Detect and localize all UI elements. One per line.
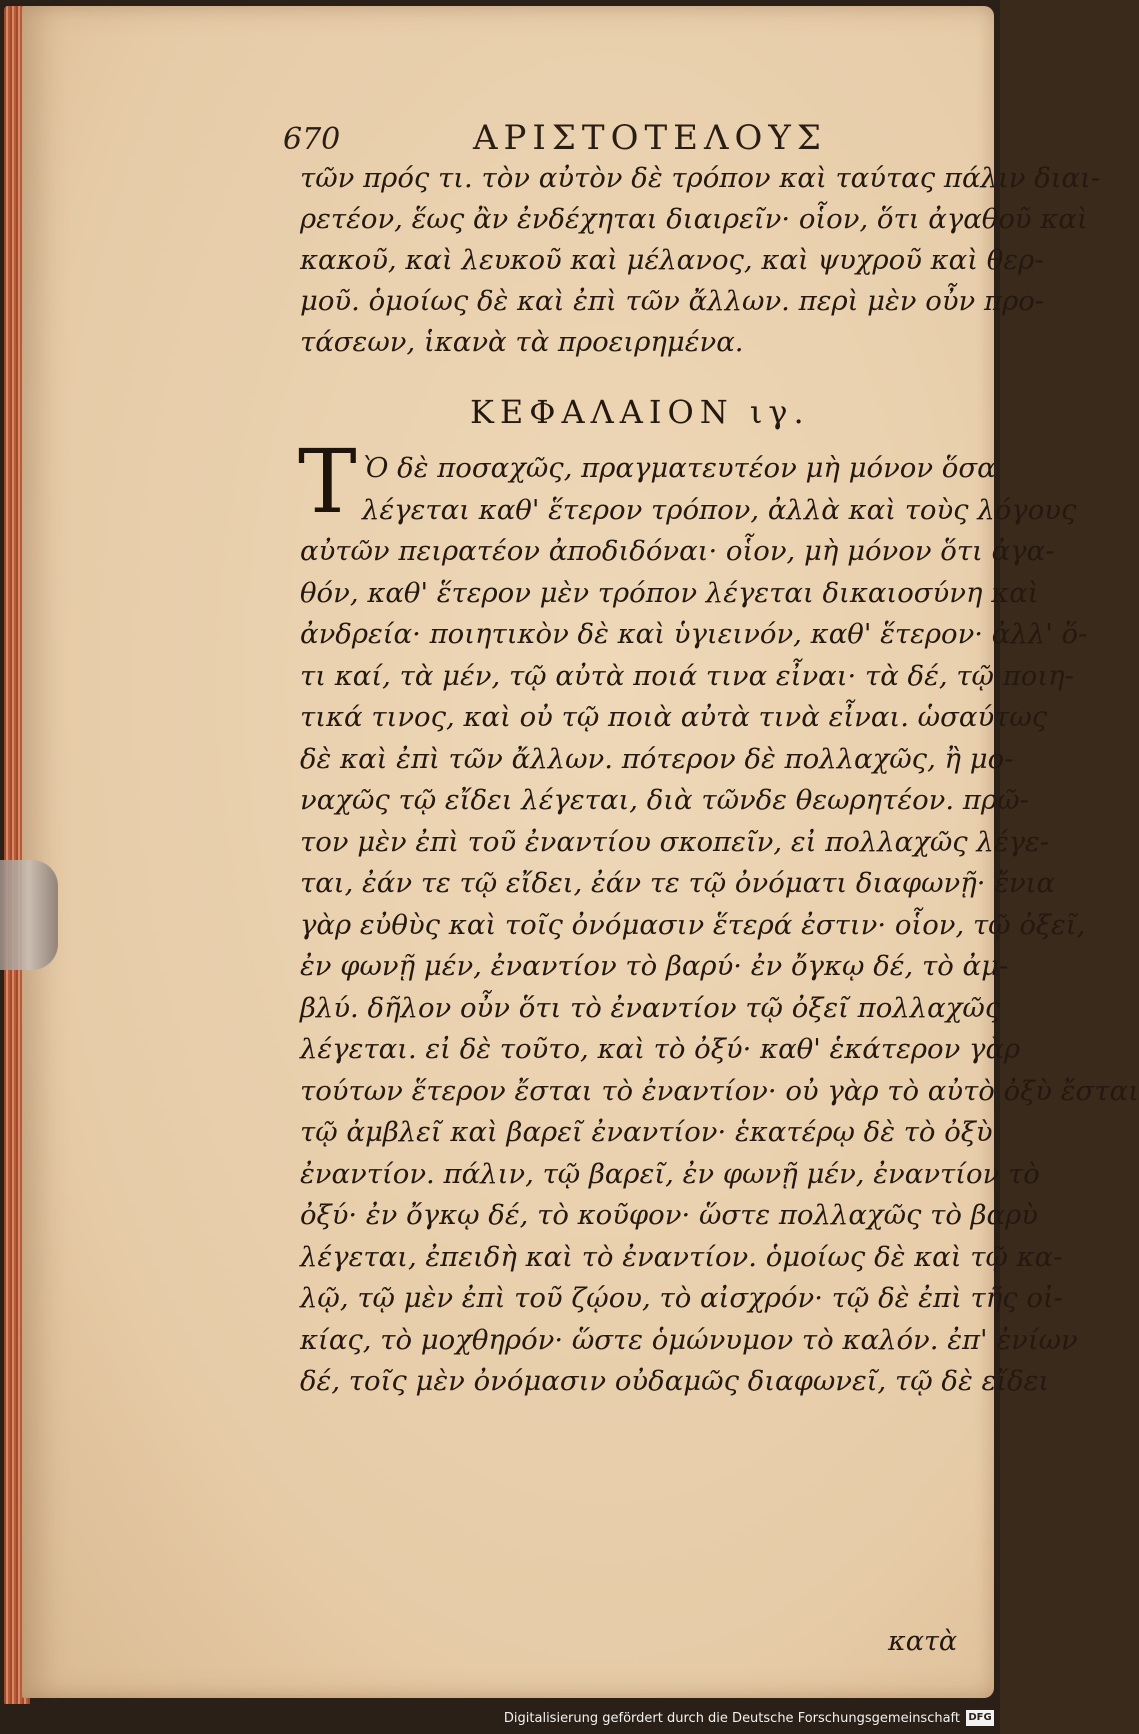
digitization-footer (0, 1704, 1000, 1734)
top-paragraph (300, 158, 1101, 363)
text-line: λῷ, τῷ μὲν ἐπὶ τοῦ ζῴου, τὸ αἰσχρόν· τῷ δὲ ἐπὶ τῆς οἰ- (300, 1282, 1063, 1314)
text-line: τάσεων, ἱκανὰ τὰ προειρημένα. (300, 326, 744, 358)
running-title: ΑΡΙΣΤΟΤΕΛΟΥΣ (473, 118, 827, 158)
footer-credit: Digitalisierung gefördert durch die Deutsche Forschungsgemeinschaft (503, 1711, 960, 1726)
main-paragraph (300, 448, 1139, 1403)
text-line: τούτων ἕτερον ἔσται τὸ ἐναντίον· οὐ γὰρ τὸ αὐτὸ ὀξὺ ἔσται (300, 1074, 1139, 1107)
text-line: λέγεται, ἐπειδὴ καὶ τὸ ἐναντίον. ὁμοίως δὲ καὶ τῷ κα- (300, 1240, 1063, 1273)
text-line: ἀνδρεία· ποιητικὸν δὲ καὶ ὑγιεινόν, καθ' ἕτερον· ἀλλ' ὅ- (300, 618, 1088, 650)
text-line: τικά τινος, καὶ οὐ τῷ ποιὰ αὐτὰ τινὰ εἶναι. ὡσαύτως (300, 701, 1048, 733)
text-line: γὰρ εὐθὺς καὶ τοῖς ὀνόμασιν ἕτερά ἐστιν· οἷον, τῷ ὀξεῖ, (300, 908, 1086, 941)
text-line: λέγεται καθ' ἕτερον τρόπον, ἀλλὰ καὶ τοὺς λόγους (362, 493, 1077, 526)
text-line: ἐν φωνῇ μέν, ἐναντίον τὸ βαρύ· ἐν ὄγκῳ δέ, τὸ ἀμ- (300, 950, 1009, 982)
text-line: κίας, τὸ μοχθηρόν· ὥστε ὁμώνυμον τὸ καλόν. ἐπ' ἐνίων (300, 1323, 1078, 1356)
text-line: τι καί, τὰ μέν, τῷ αὐτὰ ποιά τινα εἶναι· τὰ δέ, τῷ ποιη- (300, 659, 1074, 692)
page-clip (0, 860, 58, 970)
text-line: Ὸ δὲ ποσαχῶς, πραγματευτέον μὴ μόνον ὅσα (362, 452, 996, 484)
text-line: δὲ καὶ ἐπὶ τῶν ἄλλων. πότερον δὲ πολλαχῶς, ἢ μο- (300, 742, 1014, 775)
catchword: κατὰ (888, 1626, 958, 1657)
text-line: κακοῦ, καὶ λευκοῦ καὶ μέλανος, καὶ ψυχροῦ καὶ θερ- (300, 244, 1044, 276)
chapter-heading: ΚΕΦΑΛΑΙΟΝ ιγ. (470, 393, 810, 431)
dfg-logo-icon: DFG (966, 1710, 994, 1726)
text-line: ναχῶς τῷ εἴδει λέγεται, διὰ τῶνδε θεωρητέον. πρῶ- (300, 784, 1029, 816)
text-line: θόν, καθ' ἕτερον μὲν τρόπον λέγεται δικαιοσύνη καὶ (300, 576, 1039, 609)
text-line: ρετέον, ἕως ἂν ἐνδέχηται διαιρεῖν· οἷον, ὅτι ἀγαθοῦ καὶ (300, 203, 1088, 235)
text-line: μοῦ. ὁμοίως δὲ καὶ ἐπὶ τῶν ἄλλων. περὶ μὲν οὖν προ- (300, 285, 1045, 317)
text-line: βλύ. δῆλον οὖν ὅτι τὸ ἐναντίον τῷ ὀξεῖ πολλαχῶς (300, 991, 1001, 1024)
drop-cap: Τ (298, 430, 357, 533)
page-header (283, 118, 963, 158)
text-line: ἐναντίον. πάλιν, τῷ βαρεῖ, ἐν φωνῇ μέν, ἐναντίον τὸ (300, 1157, 1040, 1190)
text-line: τῷ ἀμβλεῖ καὶ βαρεῖ ἐναντίον· ἑκατέρῳ δὲ τὸ ὀξὺ (300, 1116, 993, 1148)
text-line: λέγεται. εἰ δὲ τοῦτο, καὶ τὸ ὀξύ· καθ' ἑκάτερον γὰρ (300, 1033, 1021, 1065)
text-line: δέ, τοῖς μὲν ὀνόμασιν οὐδαμῶς διαφωνεῖ, τῷ δὲ εἴδει (300, 1365, 1050, 1397)
page-number: 670 (283, 122, 341, 157)
text-line: τον μὲν ἐπὶ τοῦ ἐναντίου σκοπεῖν, εἰ πολλαχῶς λέγε- (300, 825, 1050, 858)
text-line: ται, ἐάν τε τῷ εἴδει, ἐάν τε τῷ ὀνόματι διαφωνῇ· ἔνια (300, 867, 1056, 899)
text-line: αὐτῶν πειρατέον ἀποδιδόναι· οἷον, μὴ μόνον ὅτι ἀγα- (300, 535, 1055, 567)
text-line: ὀξύ· ἐν ὄγκῳ δέ, τὸ κοῦφον· ὥστε πολλαχῶς τὸ βαρὺ (300, 1199, 1039, 1231)
text-line: τῶν πρός τι. τὸν αὐτὸν δὲ τρόπον καὶ ταύτας πάλιν διαι- (300, 162, 1101, 194)
